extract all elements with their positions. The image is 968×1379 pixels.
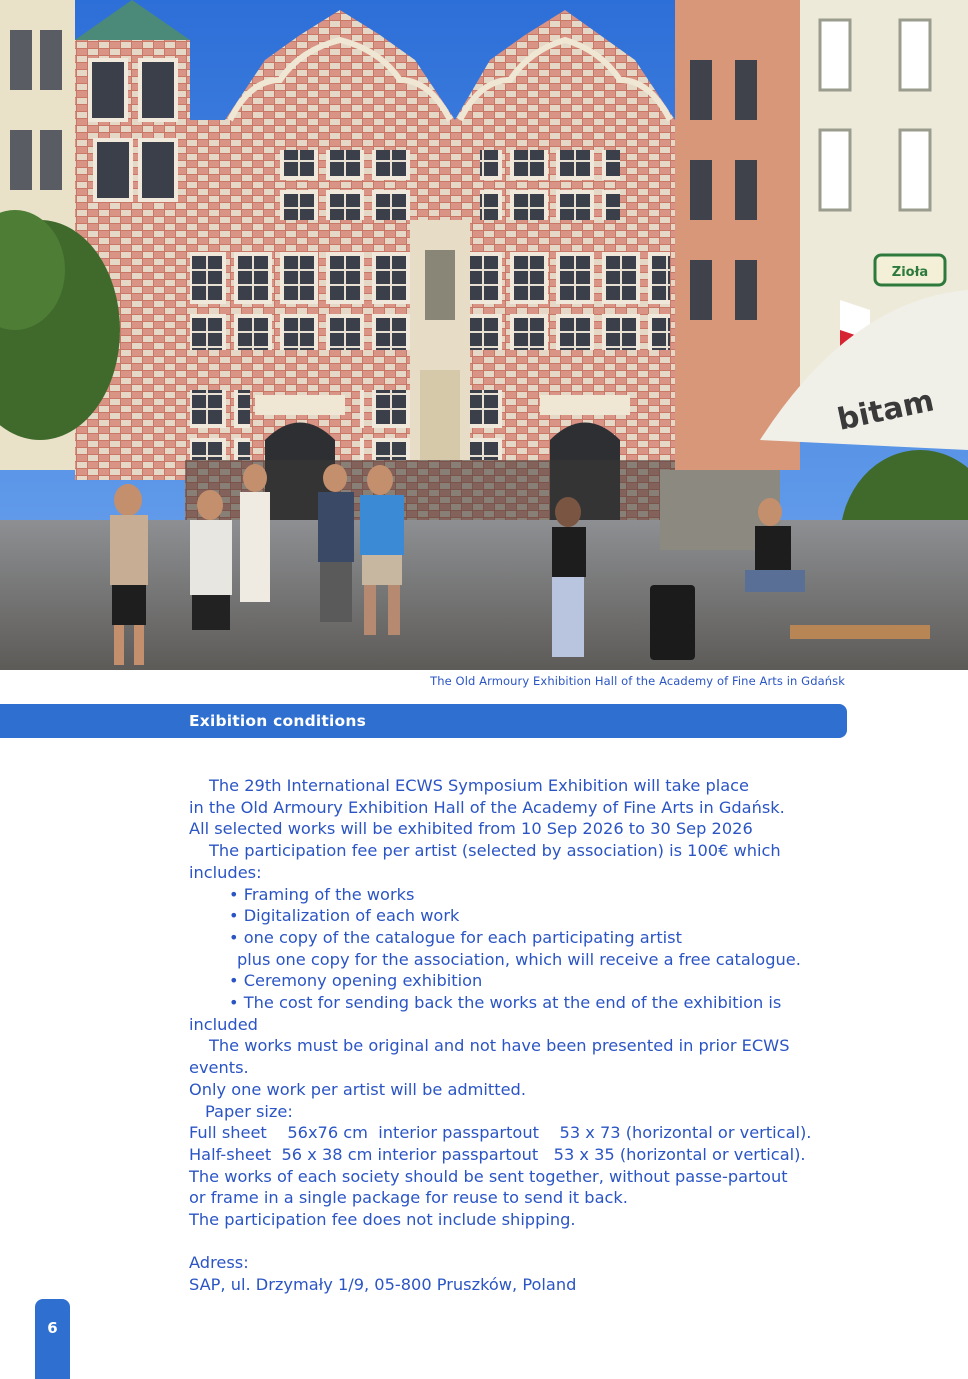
list-item-continuation: plus one copy for the association, which will receive a free catalogue. [237,949,801,969]
text-line: Full sheet 56x76 cm interior passpartout 53 x 73 (horizontal or vertical). [189,1123,812,1143]
text-line: includes: [189,862,262,882]
header-photo [0,0,968,670]
text-line: The works of each society should be sent together, without passe-partout [189,1166,788,1186]
conditions-text [189,775,839,1296]
section-title: Exibition conditions [189,712,367,730]
list-item: • Digitalization of each work [229,906,460,926]
text-line: The participation fee per artist (selected by association) is 100€ which [209,841,781,861]
section-banner [0,704,847,738]
umbrella-text: bitam [834,383,938,438]
text-line: The 29th International ECWS Symposium Exhibition will take place [209,776,750,795]
list-item: • Framing of the works [229,884,415,904]
text-line: included [189,1014,258,1034]
text-line: Only one work per artist will be admitted. [189,1079,526,1099]
shop-sign-text: Zioła [891,265,929,280]
text-line: All selected works will be exhibited from 10 Sep 2026 to 30 Sep 2026 [189,819,753,839]
address-value: SAP, ul. Drzymały 1/9, 05-800 Pruszków, Poland [189,1275,577,1295]
text-line: The works must be original and not have been presented in prior ECWS [209,1036,790,1056]
text-line: or frame in a single package for reuse to send it back. [189,1188,628,1208]
text-line: in the Old Armoury Exhibition Hall of the Academy of Fine Arts in Gdańsk. [189,797,785,817]
list-item: • The cost for sending back the works at the end of the exhibition is [229,993,782,1013]
text-line: The participation fee does not include shipping. [189,1210,576,1230]
address-label: Adress: [189,1253,249,1273]
text-line: Half-sheet 56 x 38 cm interior passpartout 53 x 35 (horizontal or vertical). [189,1144,806,1164]
list-item: • one copy of the catalogue for each participating artist [229,927,682,947]
list-item: • Ceremony opening exhibition [229,971,483,991]
page-number: 6 [47,1319,58,1337]
text-line: Paper size: [205,1101,293,1121]
text-line: events. [189,1058,249,1078]
page-number-tab [35,1299,70,1379]
photo-caption: The Old Armoury Exhibition Hall of the Academy of Fine Arts in Gdańsk [430,674,845,688]
